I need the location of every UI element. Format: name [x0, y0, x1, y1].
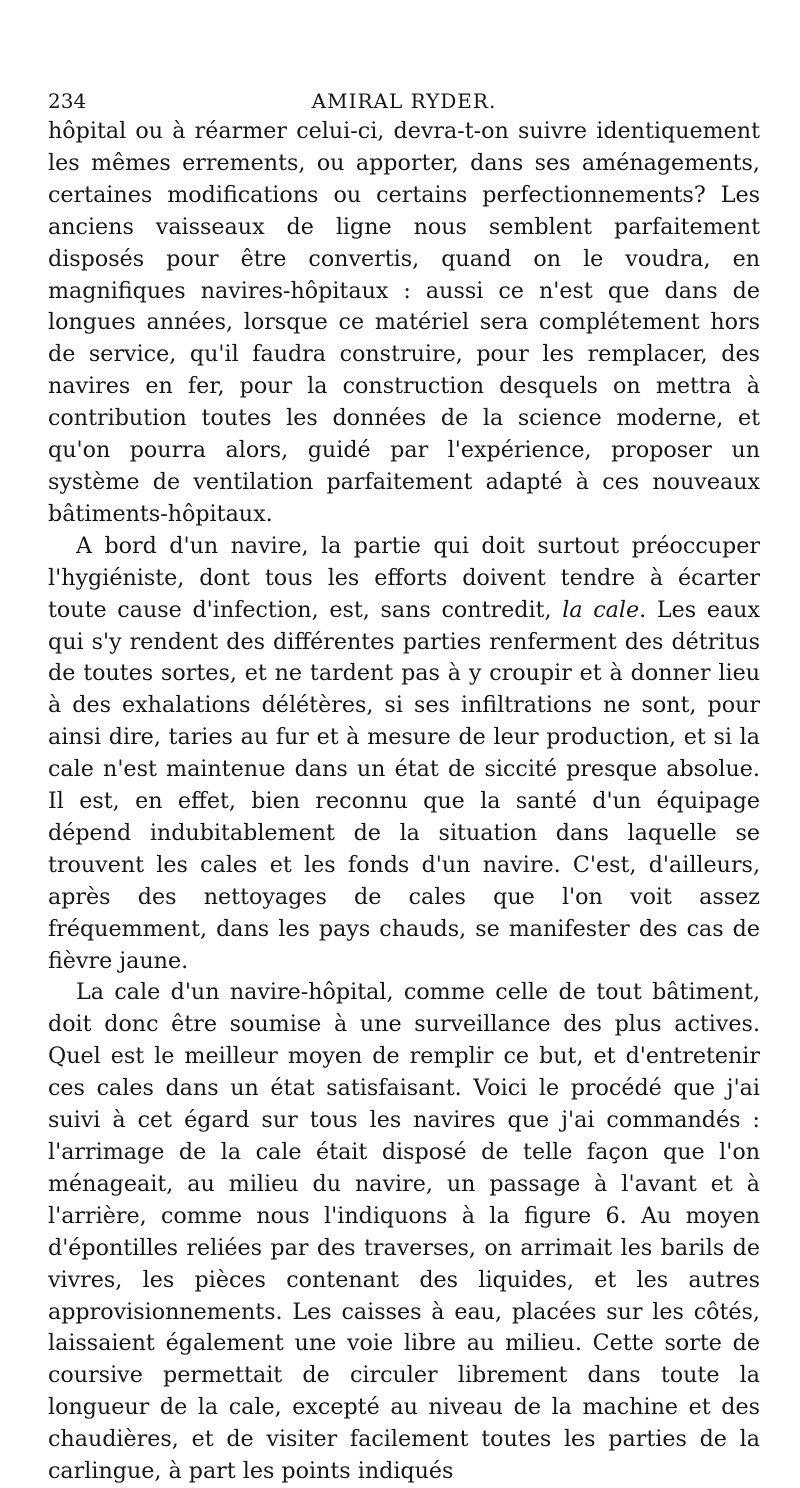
body-text [48, 116, 760, 1488]
paragraph-2-part-1: A bord d'un navire, la partie qui doit surtout préoccuper l'hygiéniste, dont tous les efforts doivent tendre à écarter toute cause d'infection, est, sans contredit, [48, 532, 760, 623]
paragraph-2 [48, 531, 760, 978]
paragraph-3: La cale d'un navire-hôpital, comme celle de tout bâtiment, doit donc être soumise à une surveillance des plus actives. Quel est le meilleur moyen de remplir ce but, et d'entretenir ces cales dans un état satisfaisant. Voici le procédé que j'ai suivi à cet égard sur tous les navires que j'ai commandés : l'arrimage de la cale était disposé de telle façon que l'on ménageait, au milieu du navire, un passage à l'avant et à l'arrière, comme nous l'indiquons à la figure 6. Au moyen d'épontilles reliées par des traverses, on arrimait les barils de vivres, les pièces contenant des liquides, et les autres approvisionnements. Les caisses à eau, placées sur les côtés, laissaient également une voie libre au milieu. Cette sorte de coursive permettait de circuler librement dans toute la longueur de la cale, excepté au niveau de la machine et des chaudières, et de visiter facilement toutes les parties de la carlingue, à part les points indiqués [48, 979, 760, 1485]
italic-term: la cale [562, 596, 640, 623]
page-number: 234 [48, 89, 87, 113]
page-header [48, 86, 760, 116]
paragraph-2-part-2: . Les eaux qui s'y rendent des différentes parties renferment des détritus de toutes sortes, et ne tardent pas à y croupir et à donner lieu à des exhalations délétères, si ses infiltrations ne sont, pour ainsi dire, taries au fur et à mesure de leur production, et si la cale n'est maintenue dans un état de siccité presque absolue. Il est, en effet, bien reconnu que la santé d'un équipage dépend indubitablement de la situation dans laquelle se trouvent les cales et les fonds d'un navire. C'est, d'ailleurs, après des nettoyages de cales que l'on voit assez fréquemment, dans les pays chauds, se manifester des cas de fièvre jaune. [48, 596, 760, 974]
running-head: AMIRAL RYDER. [311, 89, 497, 113]
paragraph-1: hôpital ou à réarmer celui-ci, devra-t-on suivre identiquement les mêmes errements, ou apporter, dans ses aménagements, certaines modifications ou certains perfectionnements? Les anciens vaisseaux de ligne nous semblent parfaitement disposés pour être convertis, quand on le voudra, en magnifiques navires-hôpitaux : aussi ce n'est que dans de longues années, lorsque ce matériel sera complétement hors de service, qu'il faudra construire, pour les remplacer, des navires en fer, pour la construction desquels on mettra à contribution toutes les données de la science moderne, et qu'on pourra alors, guidé par l'expérience, proposer un système de ventilation parfaitement adapté à ces nouveaux bâtiments-hôpitaux. [48, 118, 760, 527]
